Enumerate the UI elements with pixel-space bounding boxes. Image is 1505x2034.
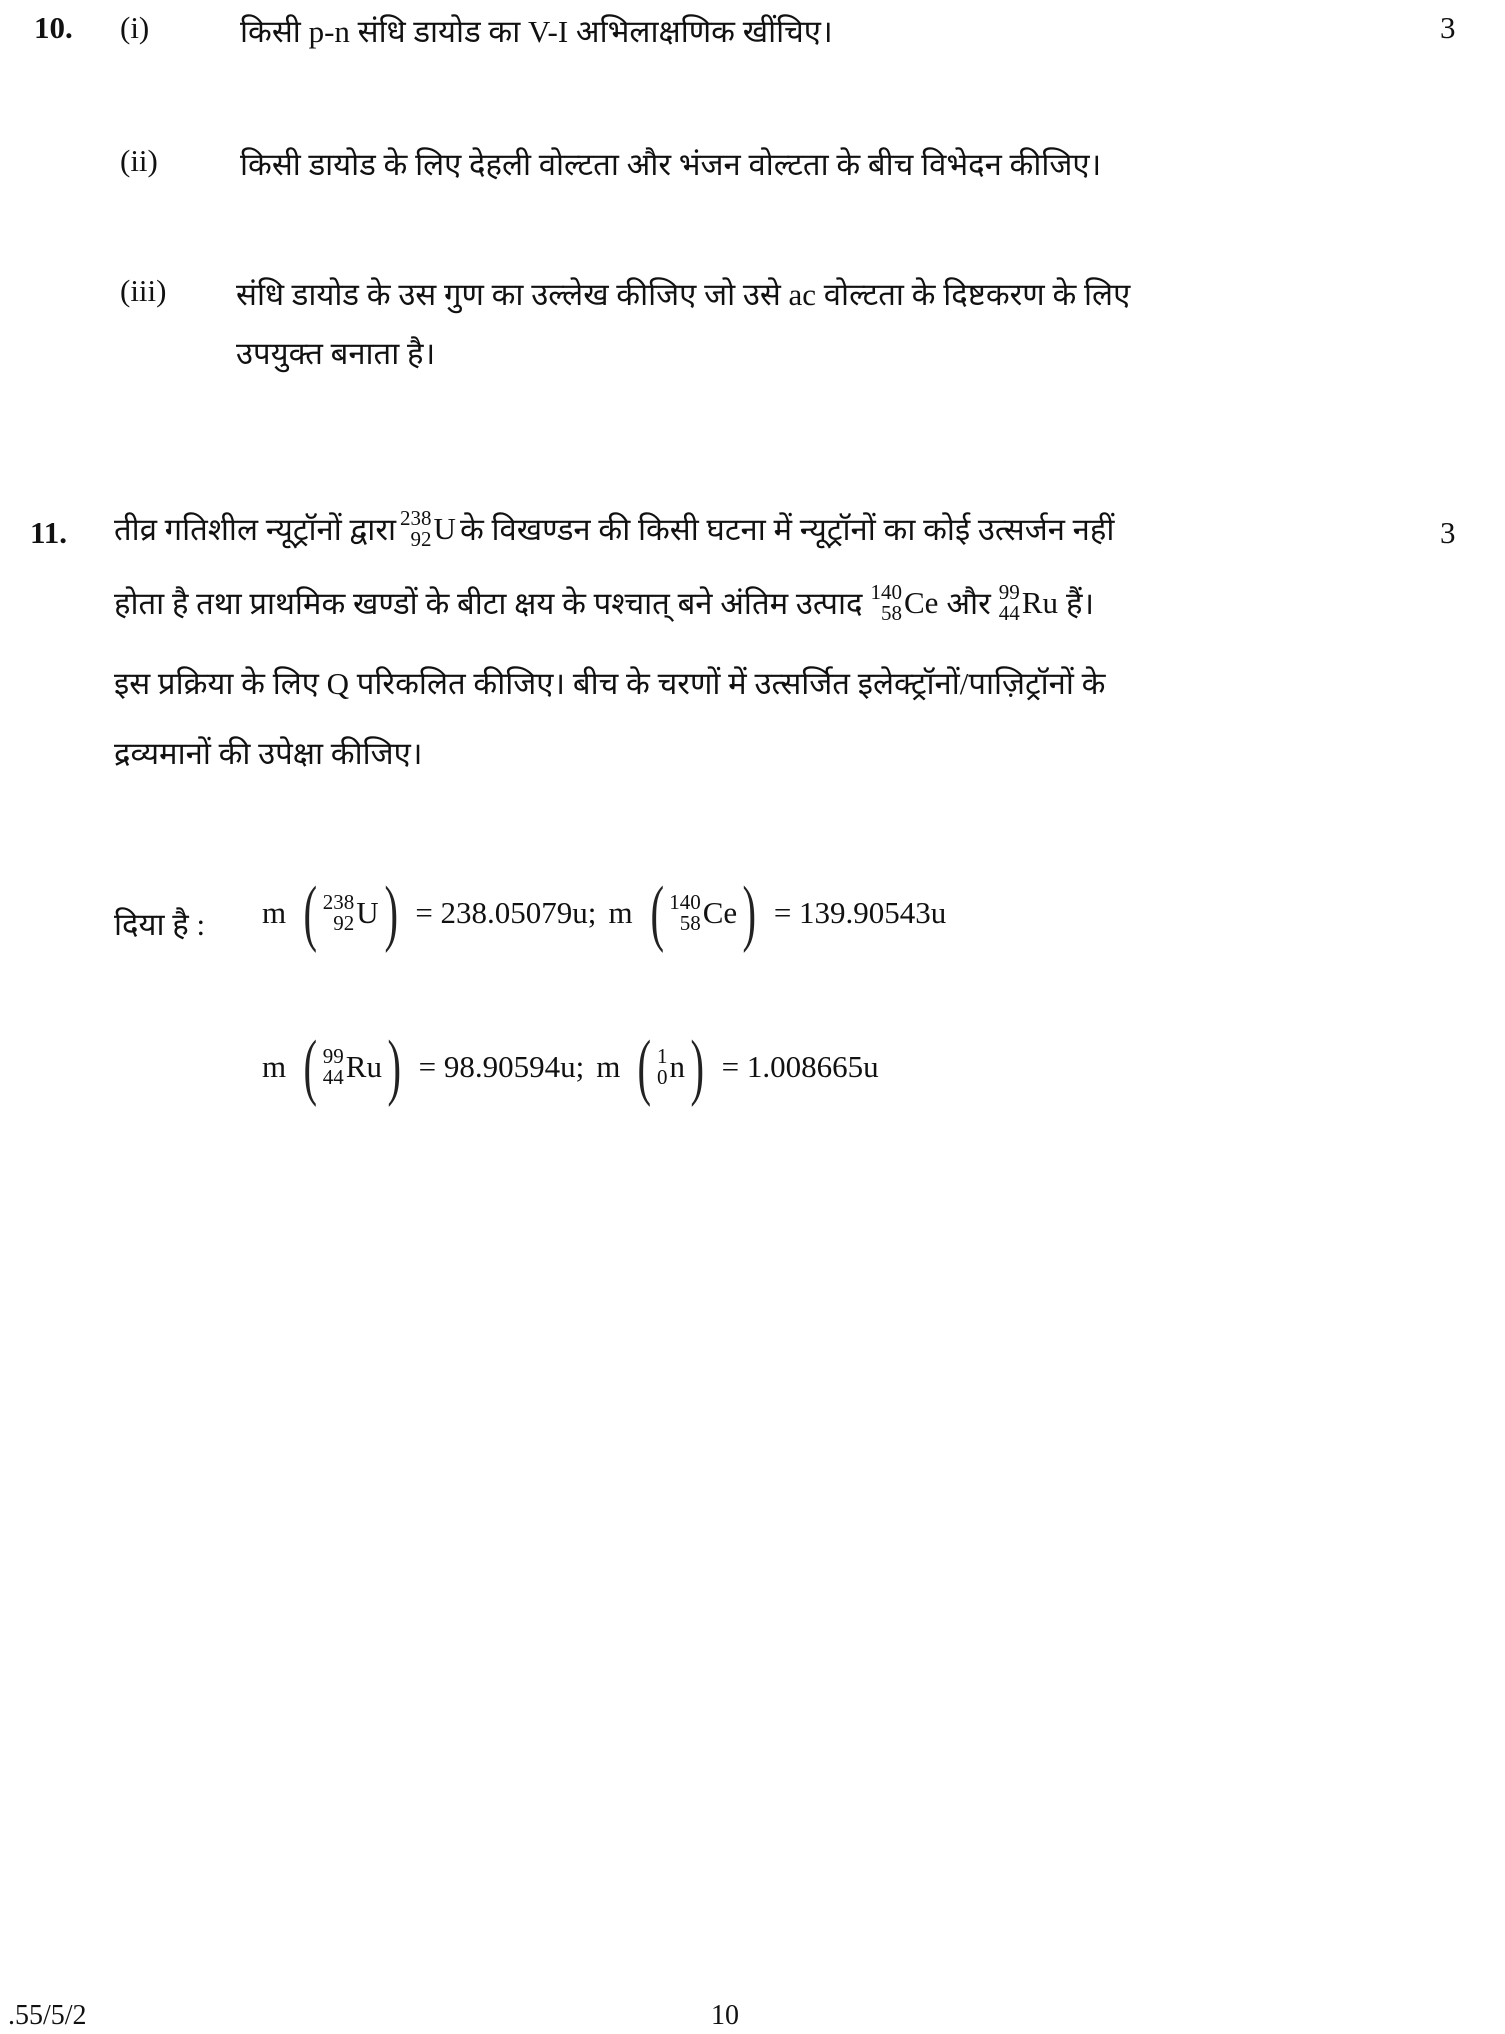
element-symbol: n (669, 1049, 686, 1084)
text: और (946, 586, 991, 621)
mass-number: 1 (657, 1044, 668, 1068)
part-label: (iii) (120, 273, 167, 308)
element-symbol: Ce (903, 585, 939, 620)
question-number: 10. (34, 10, 73, 45)
given-masses-row-1 (262, 872, 947, 954)
isotope-ru99 (999, 582, 1058, 624)
element-symbol: Ce (702, 895, 738, 930)
mass-value: = 139.90543u (773, 895, 947, 930)
mass-number: 140 (669, 890, 701, 914)
atomic-number: 92 (410, 527, 432, 551)
text: के विखण्डन की किसी घटना में न्यूट्रॉनों का कोई उत्सर्जन नहीं (459, 512, 1115, 547)
part-text-cont: उपयुक्त बनाता है। (236, 336, 436, 371)
element-symbol: Ru (345, 1049, 382, 1084)
element-symbol: Ru (1021, 585, 1058, 620)
q11-line-1 (114, 508, 1114, 550)
mass-symbol: m (608, 895, 633, 930)
atomic-number: 58 (679, 911, 701, 935)
marks: 3 (1440, 515, 1456, 550)
mass-value: = 98.90594u; (418, 1049, 585, 1084)
mass-symbol: m (262, 1049, 287, 1084)
given-masses-row-2 (262, 1026, 879, 1108)
mass-symbol: m (596, 1049, 621, 1084)
isotope-ru99: ( 99 44 Ru ) (303, 1026, 402, 1108)
atomic-number: 44 (998, 601, 1020, 625)
part-text: संधि डायोड के उस गुण का उल्लेख कीजिए जो उसे ac वोल्टता के दिष्टकरण के लिए (236, 277, 1131, 312)
mass-number: 99 (322, 1044, 344, 1068)
text: तीव्र गतिशील न्यूट्रॉनों द्वारा (114, 512, 397, 547)
part-label: (i) (120, 10, 150, 45)
q11-line-4: द्रव्यमानों की उपेक्षा कीजिए। (114, 736, 423, 771)
isotope-u238: ( 238 92 U ) (303, 872, 398, 954)
isotope-ce140 (870, 582, 938, 624)
mass-symbol: m (262, 895, 287, 930)
paper-code: .55/5/2 (8, 2000, 87, 2031)
part-text: किसी डायोड के लिए देहली वोल्टता और भंजन वोल्टता के बीच विभेदन कीजिए। (240, 147, 1102, 182)
text: हैं। (1065, 586, 1095, 621)
part-text: किसी p-n संधि डायोड का V-I अभिलाक्षणिक खींचिए। (240, 14, 833, 49)
mass-number: 238 (322, 890, 355, 914)
atomic-number: 92 (333, 911, 355, 935)
text: होता है तथा प्राथमिक खण्डों के बीटा क्षय के पश्चात् बने अंतिम उत्पाद (114, 586, 863, 621)
atomic-number: 58 (880, 601, 902, 625)
question-number: 11. (30, 515, 68, 550)
element-symbol: U (433, 511, 456, 546)
mass-number: 238 (400, 506, 432, 530)
element-symbol: U (356, 895, 379, 930)
mass-number: 140 (870, 580, 902, 604)
part-label: (ii) (120, 143, 158, 178)
mass-value: = 1.008665u (721, 1049, 879, 1084)
page-number: 10 (711, 2000, 739, 2031)
q11-line-2 (114, 582, 1094, 624)
isotope-u238 (400, 508, 456, 550)
atomic-number: 0 (657, 1065, 668, 1089)
atomic-number: 44 (322, 1065, 344, 1089)
mass-number: 99 (998, 580, 1020, 604)
mass-value: = 238.05079u; (415, 895, 597, 930)
given-label: दिया है : (114, 907, 206, 942)
isotope-neutron: ( 1 0 n ) (637, 1026, 705, 1108)
q11-line-3: इस प्रक्रिया के लिए Q परिकलित कीजिए। बीच के चरणों में उत्सर्जित इलेक्ट्रॉनों/पाज़िट्रॉनों के (114, 666, 1106, 701)
isotope-ce140: ( 140 58 Ce ) (650, 872, 757, 954)
marks: 3 (1440, 10, 1456, 45)
